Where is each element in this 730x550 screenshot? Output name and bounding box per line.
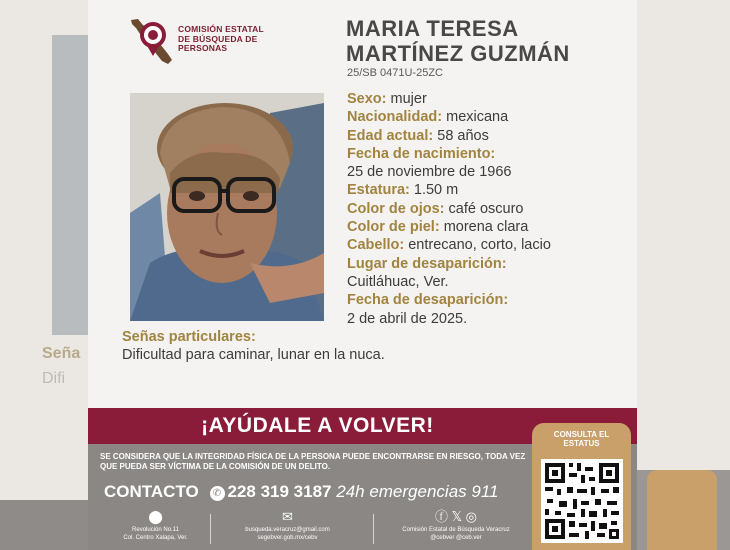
field-color-piel (347, 218, 632, 236)
field-fecha-desaparicion-value (347, 310, 632, 328)
person-name-line2: MARTÍNEZ GUZMÁN (346, 41, 570, 66)
org-name-line: COMISIÓN ESTATAL (178, 24, 264, 34)
field-value: Cuitláhuac, Ver. (347, 273, 449, 290)
senas-label: Señas particulares: (122, 329, 256, 345)
emergency-line: 24h emergencias 911 (336, 482, 499, 501)
footer-info (88, 510, 533, 550)
background-right-ghost (637, 0, 730, 550)
person-name (346, 16, 626, 66)
field-label: Color de piel: (347, 219, 440, 236)
field-fecha-nacimiento-value (347, 163, 632, 181)
person-details (347, 90, 632, 328)
ghost-value: Difi (42, 370, 66, 387)
person-name-line1: MARIA TERESA (346, 16, 519, 41)
field-label: Estatura: (347, 182, 410, 199)
qr-code-graphic (541, 459, 623, 543)
address-line: Revolución No.11 (132, 527, 179, 533)
location-pin-icon: ⬤ (148, 509, 163, 524)
field-value: 1.50 m (413, 182, 459, 199)
field-value: entrecano, corto, lacio (408, 237, 551, 254)
field-value: 2 de abril de 2025. (347, 310, 468, 327)
case-folio: 25/SB 0471U-25ZC (347, 67, 443, 79)
field-edad (347, 127, 632, 145)
website-line[interactable]: segebver.gob.mx/cebv (257, 534, 318, 541)
contact-line (104, 482, 498, 502)
organization-name (178, 25, 264, 54)
field-value: 58 años (437, 127, 489, 144)
field-lugar-desaparicion (347, 255, 632, 273)
senas-value: Dificultad para caminar, lunar en la nuca. (122, 347, 385, 363)
background-left-ghost (0, 0, 88, 550)
field-label: Color de ojos: (347, 200, 445, 217)
help-banner: ¡AYÚDALE A VOLVER! (88, 408, 637, 444)
org-name-line: DE BÚSQUEDA DE (178, 33, 258, 44)
field-value: morena clara (443, 219, 529, 236)
org-name-line: PERSONAS (178, 43, 228, 53)
field-estatura (347, 181, 632, 199)
distinguishing-marks (122, 328, 385, 364)
social-icons: ⓕ 𝕏 ◎ (434, 509, 478, 524)
phone-icon: ✆ (210, 486, 225, 501)
ghost-band (0, 500, 88, 550)
field-label: Nacionalidad: (347, 109, 443, 126)
ghost-box-right (647, 470, 717, 550)
field-value: café oscuro (448, 200, 524, 217)
field-value: 25 de noviembre de 1966 (347, 164, 512, 181)
organization-logo (128, 16, 278, 66)
address-block (108, 510, 203, 542)
contact-label: CONTACTO (104, 482, 199, 501)
missing-person-poster (88, 0, 637, 550)
footer-divider (210, 514, 211, 544)
field-value: mexicana (446, 109, 509, 126)
ghost-photo (52, 35, 88, 335)
ghost-label: Seña (42, 345, 81, 362)
social-name: Comisión Estatal de Búsqueda Veracruz (402, 527, 510, 533)
field-lugar-desaparicion-value (347, 273, 632, 291)
field-label: Lugar de desaparición: (347, 255, 507, 272)
contact-phone[interactable]: 228 319 3187 (227, 482, 332, 501)
veracruz-map-pin-icon (128, 16, 174, 66)
field-label: Edad actual: (347, 127, 434, 144)
social-block (386, 510, 526, 542)
field-label: Sexo: (347, 91, 387, 107)
field-color-ojos (347, 200, 632, 218)
field-nacionalidad (347, 108, 632, 126)
field-label: Fecha de desaparición: (347, 292, 509, 309)
risk-warning: SE CONSIDERA QUE LA INTEGRIDAD FÍSICA DE LA PERSONA PUEDE ENCONTRARSE EN RIESGO, TODA VEZ QUE PUEDA SER VÍCTIMA DE LA COMISIÓN DE UN DELITO. (100, 452, 526, 471)
email-block (220, 510, 355, 542)
status-qr-box[interactable] (532, 423, 631, 550)
social-handles[interactable]: @cebver @ceb.ver (430, 534, 482, 541)
person-photo-illustration (130, 93, 324, 321)
address-line: Col. Centro Xalapa, Ver. (123, 534, 188, 541)
field-label: Fecha de nacimiento: (347, 145, 496, 162)
field-fecha-nacimiento (347, 145, 632, 163)
field-fecha-desaparicion (347, 291, 632, 309)
footer-divider (373, 514, 374, 544)
qr-code-icon[interactable] (541, 459, 623, 543)
qr-title: CONSULTA EL ESTATUS (553, 430, 610, 448)
person-photo (130, 93, 324, 321)
email-line[interactable]: busqueda.veracruz@gmail.com (245, 527, 330, 533)
mail-icon: ✉ (282, 509, 293, 524)
field-cabello (347, 236, 632, 254)
field-value: mujer (390, 91, 427, 107)
field-label: Cabello: (347, 237, 405, 254)
field-sexo (347, 90, 632, 108)
